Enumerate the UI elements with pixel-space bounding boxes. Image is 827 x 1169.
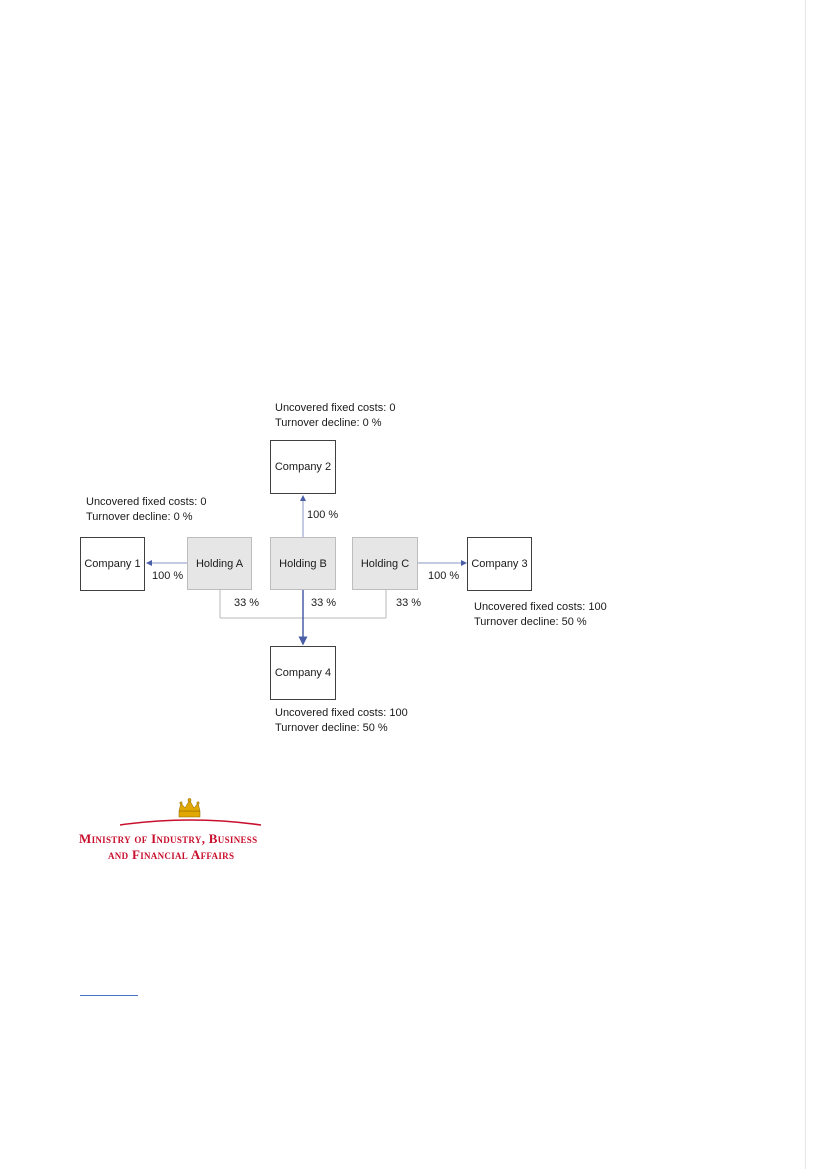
- company-1-box: [80, 537, 145, 591]
- holding-b-box: [270, 537, 336, 590]
- company-4-info: [275, 706, 408, 736]
- company-3-turnover: Turnover decline: 50 %: [474, 616, 587, 628]
- company-1-info: [86, 495, 206, 525]
- company-4-fixed-costs: Uncovered fixed costs: 100: [275, 707, 408, 719]
- holding-c-box: [352, 537, 418, 590]
- company-4-box: [270, 646, 336, 700]
- company-2-info: [275, 401, 395, 431]
- crown-icon: [118, 797, 263, 829]
- pct-c-to-3: 100 %: [428, 570, 460, 582]
- company-4-turnover: Turnover decline: 50 %: [275, 722, 388, 734]
- logo-line-1: Ministry of Industry, Business: [79, 831, 258, 846]
- company-1-label: Company 1: [84, 558, 141, 570]
- company-2-turnover: Turnover decline: 0 %: [275, 417, 382, 429]
- company-3-fixed-costs: Uncovered fixed costs: 100: [474, 601, 607, 613]
- pct-a-to-1: 100 %: [152, 570, 184, 582]
- holding-b-label: Holding B: [279, 557, 327, 570]
- pct-a-to-4: 33 %: [234, 597, 260, 609]
- pct-b-to-4: 33 %: [311, 597, 337, 609]
- holding-c-label: Holding C: [360, 557, 410, 570]
- company-4-label: Company 4: [274, 667, 332, 679]
- company-3-info: [474, 600, 607, 630]
- pct-c-to-4: 33 %: [396, 597, 422, 609]
- company-2-label: Company 2: [274, 461, 332, 473]
- holding-a-box: [187, 537, 252, 590]
- holding-a-label: Holding A: [195, 557, 244, 570]
- company-1-turnover: Turnover decline: 0 %: [86, 511, 193, 523]
- company-2-box: [270, 440, 336, 494]
- footnote-separator: [80, 995, 138, 996]
- logo-line-2: and Financial Affairs: [108, 847, 235, 862]
- company-3-label: Company 3: [471, 558, 528, 570]
- company-1-fixed-costs: Uncovered fixed costs: 0: [86, 496, 207, 508]
- company-3-box: [467, 537, 532, 591]
- pct-b-to-2: 100 %: [307, 509, 339, 521]
- company-2-fixed-costs: Uncovered fixed costs: 0: [275, 402, 396, 414]
